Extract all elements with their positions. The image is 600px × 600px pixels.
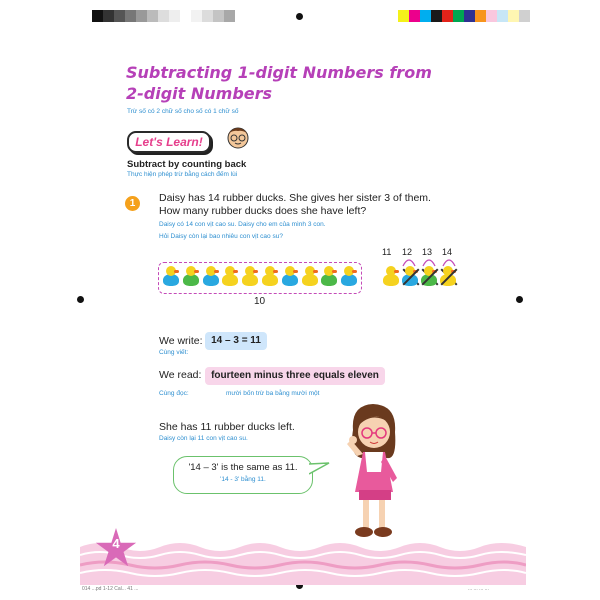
section-heading: Subtract by counting back (127, 159, 247, 170)
print-swatch (224, 10, 235, 22)
rubber-duck-icon (301, 266, 319, 288)
print-swatch (420, 10, 431, 22)
footer-print-info-left: 014 ...pd 1-12 Cal... 41 ... (82, 586, 139, 592)
speech-bubble-tail (309, 462, 331, 476)
print-swatch (125, 10, 136, 22)
question-text (159, 192, 431, 218)
we-read-label: We read: (159, 369, 202, 381)
print-swatch (398, 10, 409, 22)
answer-text-vn: Daisy còn lại 11 con vịt cao su. (159, 435, 248, 442)
boy-mascot-icon (225, 124, 251, 150)
print-swatch (464, 10, 475, 22)
print-swatch (213, 10, 224, 22)
we-read-label-vn: Cùng đọc: (159, 390, 189, 397)
bubble-text-vn: '14 - 3' bằng 11. (220, 476, 266, 483)
rubber-duck-icon (382, 266, 400, 288)
print-swatch (136, 10, 147, 22)
rubber-duck-icon (281, 266, 299, 288)
we-write-label-vn: Cùng viết: (159, 349, 189, 356)
question-vn-1: Daisy có 14 con vịt cao su. Daisy cho em của mình 3 con. (159, 221, 326, 228)
page-number: 4 (112, 536, 120, 551)
color-bar (398, 10, 530, 22)
speech-bubble (173, 456, 313, 494)
question-vn-2: Hỏi Daisy còn lại bao nhiêu con vịt cao su? (159, 233, 283, 240)
print-swatch (114, 10, 125, 22)
registration-mark-right (516, 296, 523, 303)
answer-text: She has 11 rubber ducks left. (159, 421, 295, 433)
section-heading-vn: Thực hiện phép trừ bằng cách đếm lùi (127, 171, 238, 178)
count-label: 12 (402, 247, 413, 257)
rubber-duck-icon (320, 266, 338, 288)
title-line-2: 2-digit Numbers (126, 84, 273, 103)
print-swatch (180, 10, 191, 22)
page-title (126, 62, 432, 104)
registration-mark-left (77, 296, 84, 303)
count-back-arrows (395, 252, 465, 268)
rubber-duck-icon (340, 266, 358, 288)
print-swatch (409, 10, 420, 22)
reading-box: fourteen minus three equals eleven (205, 367, 385, 385)
rubber-duck-icon (261, 266, 279, 288)
bubble-text: '14 – 3' is the same as 11. (188, 462, 298, 473)
print-swatch (475, 10, 486, 22)
print-swatch (486, 10, 497, 22)
print-swatch (191, 10, 202, 22)
print-swatch (431, 10, 442, 22)
lets-learn-banner: Let's Learn! (127, 131, 211, 153)
page-subtitle-vn: Trừ số có 2 chữ số cho số có 1 chữ số (127, 108, 239, 115)
girl-character-icon (335, 400, 415, 542)
count-label: 14 (442, 247, 453, 257)
count-label: 11 (382, 247, 392, 257)
question-line-1: Daisy has 14 rubber ducks. She gives her sister 3 of them. (159, 192, 431, 204)
print-swatch (169, 10, 180, 22)
equation-box: 14 – 3 = 11 (205, 332, 267, 350)
rubber-duck-icon (202, 266, 220, 288)
footer-print-info-right: ... ... ... ... (468, 586, 489, 592)
we-write-label: We write: (159, 335, 203, 347)
question-line-2: How many rubber ducks does she have left? (159, 205, 367, 217)
print-swatch (442, 10, 453, 22)
title-line-1: Subtracting 1-digit Numbers from (126, 63, 432, 82)
reading-phrase-vn: mười bốn trừ ba bằng mười một (226, 390, 320, 397)
print-swatch (519, 10, 530, 22)
rubber-duck-icon (241, 266, 259, 288)
question-number: 1 (125, 196, 140, 211)
count-label: 13 (422, 247, 433, 257)
print-swatch (147, 10, 158, 22)
print-swatch (92, 10, 103, 22)
rubber-duck-icon (182, 266, 200, 288)
print-swatch (453, 10, 464, 22)
print-swatch (202, 10, 213, 22)
print-swatch (497, 10, 508, 22)
rubber-duck-icon (162, 266, 180, 288)
rubber-duck-icon (221, 266, 239, 288)
footer-wave-band (80, 537, 526, 585)
crossed-duck-icon (401, 266, 419, 288)
print-swatch (103, 10, 114, 22)
crossed-duck-icon (439, 266, 457, 288)
registration-mark-top (296, 13, 303, 20)
crossed-duck-icon (420, 266, 438, 288)
group-count-label: 10 (254, 296, 266, 307)
print-swatch (158, 10, 169, 22)
gray-scale-bar (92, 10, 235, 22)
print-swatch (508, 10, 519, 22)
